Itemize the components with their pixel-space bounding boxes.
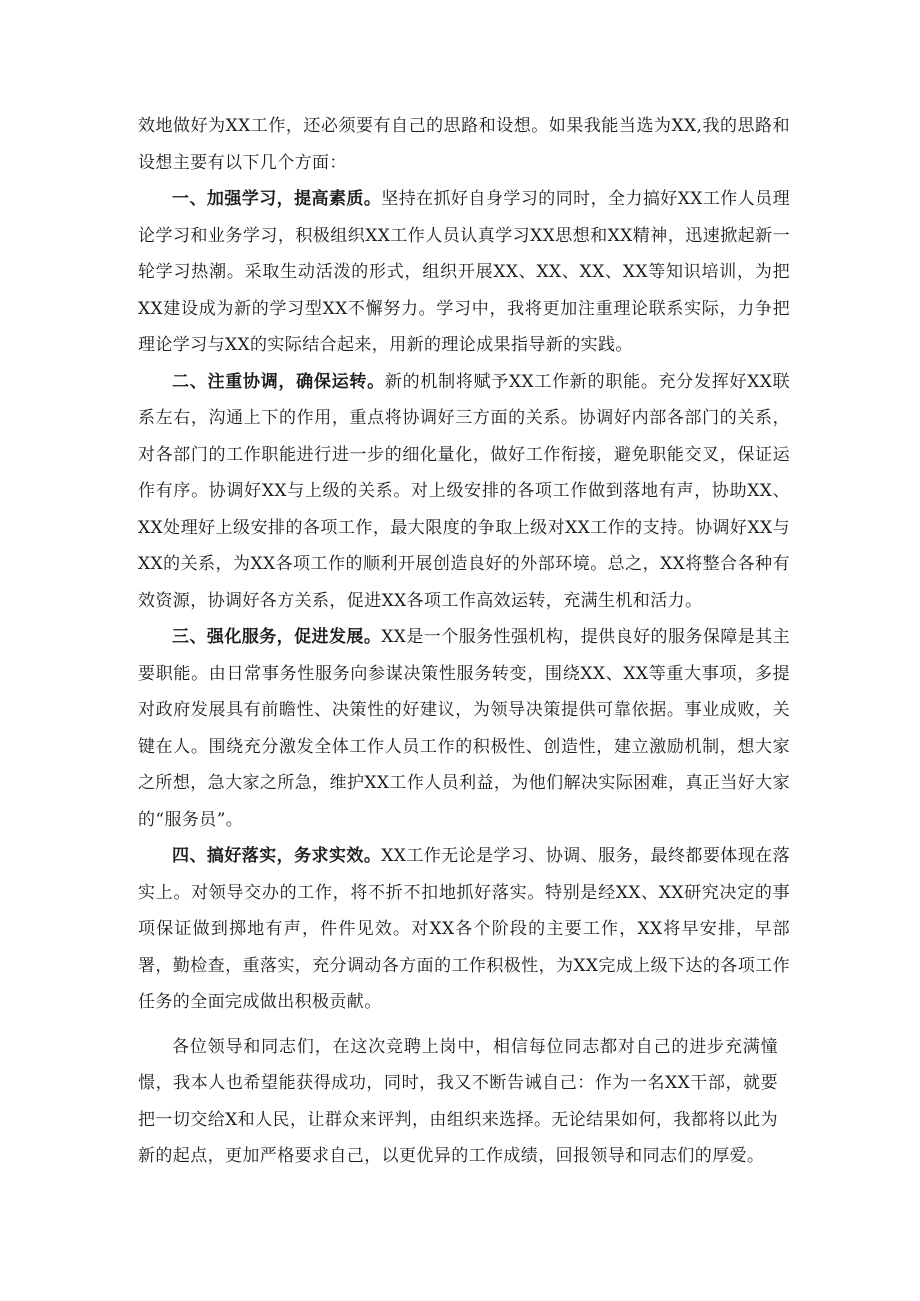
paragraph-point-2 [138,364,790,620]
paragraph-intro-text: 效地做好为XX工作，还必须要有自己的思路和设想。如果我能当选为XX,我的思路和设想主要有以下几个方面： [138,116,790,173]
paragraph-closing [138,1029,778,1175]
paragraph-point-1-heading: 一、加强学习，提高素质。 [172,189,382,209]
paragraph-point-1-text: 坚持在抓好自身学习的同时，全力搞好XX工作人员理论学习和业务学习，积极组织XX工作人员认真学习XX思想和XX精神，迅速掀起新一轮学习热潮。采取生动活泼的形式，组织开展XX、XX、XX、XX等知识培训，为把XX建设成为新的学习型XX不懈努力。学习中，我将更加注重理论联系实际，力争把理论学习与XX的实际结合起来，用新的理论成果指导新的实践。 [138,189,790,355]
document-page [138,108,790,1175]
paragraph-point-3 [138,619,790,838]
paragraph-point-4 [138,838,790,1021]
paragraph-point-4-text: XX工作无论是学习、协调、服务，最终都要体现在落实上。对领导交办的工作，将不折不扣地抓好落实。特别是经XX、XX研究决定的事项保证做到掷地有声，件件见效。对XX各个阶段的主要工作，XX将早安排，早部署，勤检查，重落实，充分调动各方面的工作积极性，为XX完成上级下达的各项工作任务的全面完成做出积极贡献。 [138,846,790,1012]
paragraph-point-3-text: XX是一个服务性强机构，提供良好的服务保障是其主要职能。由日常事务性服务向参谋决策性服务转变，围绕XX、XX等重大事项，多提对政府发展具有前瞻性、决策性的好建议，为领导决策提供可靠依据。事业成败，关键在人。围绕充分激发全体工作人员工作的积极性、创造性，建立激励机制，想大家之所想，急大家之所急，维护XX工作人员利益，为他们解决实际困难，真正当好大家的“服务员”。 [138,627,790,830]
paragraph-intro [138,108,790,181]
paragraph-point-1 [138,181,790,364]
paragraph-point-4-heading: 四、搞好落实，务求实效。 [172,846,382,866]
paragraph-point-2-text: 新的机制将赋予XX工作新的职能。充分发挥好XX联系左右，沟通上下的作用，重点将协调好三方面的关系。协调好内部各部门的关系，对各部门的工作职能进行进一步的细化量化，做好工作衔接，避免职能交叉，保证运作有序。协调好XX与上级的关系。对上级安排的各项工作做到落地有声，协助XX、XX处理好上级安排的各项工作，最大限度的争取上级对XX工作的支持。协调好XX与XX的关系，为XX各项工作的顺利开展创造良好的外部环境。总之，XX将整合各种有效资源，协调好各方关系，促进XX各项工作高效运转，充满生机和活力。 [138,371,790,611]
paragraph-point-3-heading: 三、强化服务，促进发展。 [172,627,382,647]
paragraph-closing-text: 各位领导和同志们，在这次竞聘上岗中，相信每位同志都对自己的进步充满憧憬，我本人也希望能获得成功，同时，我又不断告诫自己：作为一名XX干部，就要把一切交给X和人民，让群众来评判，由组织来选择。无论结果如何，我都将以此为新的起点，更加严格要求自己，以更优异的工作成绩，回报领导和同志们的厚爱。 [138,1036,778,1166]
paragraph-point-2-heading: 二、注重协调，确保运转。 [172,371,385,392]
